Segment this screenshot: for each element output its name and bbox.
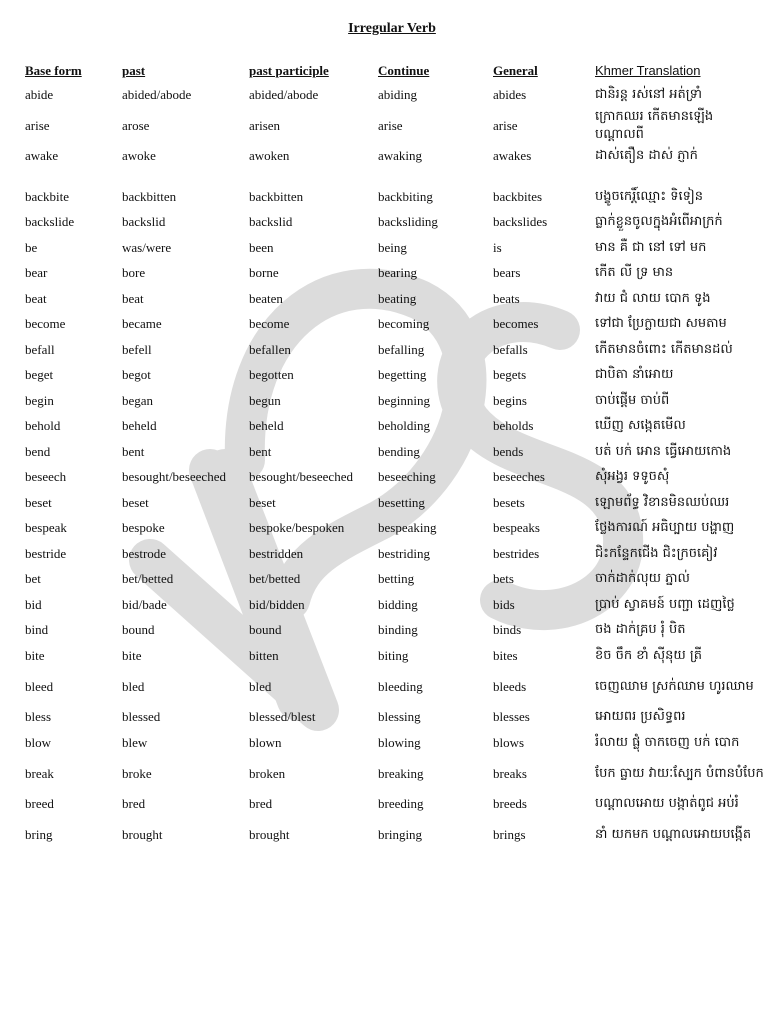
cell-continue: breeding	[378, 796, 424, 812]
cell-continue: backbiting	[378, 188, 433, 204]
cell-base-form: beget	[25, 367, 54, 383]
table-row	[25, 567, 765, 593]
cell-past: bespoke	[122, 520, 165, 536]
cell-khmer-translation: រំលាយ ផ្លុំ ចាកចេញ បក់ បោក	[595, 734, 740, 750]
table-row	[25, 643, 765, 669]
cell-khmer-translation: បណ្ដាលអោយ បង្កាត់ពូជ អប់រំ	[595, 796, 739, 812]
cell-khmer-translation: ខិច ចឹក ខាំ ស៊ីនុយ ត្រី	[595, 647, 703, 663]
cell-khmer-translation: ឃើញ សង្កេតមើល	[595, 418, 686, 434]
table-row	[25, 388, 765, 414]
cell-general: breaks	[493, 765, 527, 781]
table-header-row	[25, 60, 765, 82]
cell-general: breeds	[493, 796, 527, 812]
cell-past: beset	[122, 494, 149, 510]
cell-continue: begetting	[378, 367, 427, 383]
cell-past: arose	[122, 117, 150, 133]
cell-khmer-translation: បត់ បក់ អោន ធ្វើអោយកោង	[595, 443, 732, 459]
cell-past: bred	[122, 796, 146, 812]
cell-continue: blowing	[378, 734, 421, 750]
cell-khmer-translation: មាន គឺ ជា នៅ ទៅ មក	[595, 239, 707, 255]
cell-past-participle: backbitten	[249, 188, 304, 204]
cell-general: bets	[493, 571, 514, 587]
cell-past: beat	[122, 290, 144, 306]
cell-general: brings	[493, 827, 526, 842]
cell-continue: beholding	[378, 418, 430, 434]
table-row	[25, 414, 765, 440]
cell-general: is	[493, 239, 502, 255]
cell-past-participle: abided/abode	[249, 86, 319, 102]
cell-past-participle: begun	[249, 392, 281, 408]
cell-base-form: be	[25, 239, 38, 255]
cell-past: awoke	[122, 148, 156, 164]
table-row	[25, 490, 765, 516]
cell-continue: awaking	[378, 148, 423, 164]
cell-past-participle: bred	[249, 796, 273, 812]
cell-continue: arise	[378, 117, 403, 133]
cell-continue: bearing	[378, 265, 417, 281]
cell-past-participle: blessed/blest	[249, 709, 316, 725]
cell-past: bore	[122, 265, 146, 281]
cell-base-form: bend	[25, 443, 51, 459]
cell-khmer-translation: ចាប់ផ្ដើម ចាប់ពី	[595, 392, 670, 408]
cell-base-form: beseech	[25, 469, 67, 485]
cell-continue: bending	[378, 443, 420, 459]
cell-past: bled	[122, 678, 145, 694]
cell-past: was/were	[122, 239, 172, 255]
cell-base-form: blow	[25, 734, 51, 750]
cell-khmer-translation: អោយពរ ប្រសិទ្ធពរ	[595, 709, 686, 725]
cell-past: bid/bade	[122, 596, 167, 612]
cell-continue: backsliding	[378, 214, 438, 230]
header-past-participle: past participle	[249, 63, 329, 78]
cell-past: bestrode	[122, 545, 167, 561]
cell-continue: biting	[378, 647, 409, 663]
cell-past: backslid	[122, 214, 166, 230]
cell-continue: beginning	[378, 392, 430, 408]
cell-continue: betting	[378, 571, 415, 587]
cell-past: beheld	[122, 418, 157, 434]
cell-khmer-translation: ទៅជា ប្រែក្លាយជា សមតាម	[595, 316, 727, 332]
cell-continue: binding	[378, 622, 418, 638]
cell-khmer-translation: ប្រាប់ ស្វាគមន៍ បញ្ជា ដេញថ្លៃ	[595, 596, 735, 612]
cell-base-form: beset	[25, 494, 52, 510]
cell-base-form: behold	[25, 418, 61, 434]
table-row	[25, 210, 765, 236]
cell-general: bestrides	[493, 545, 540, 561]
table-row	[25, 669, 765, 705]
cell-base-form: bet	[25, 571, 41, 587]
cell-khmer-translation: ចេញឈាម ស្រក់ឈាម ហូរឈាម	[595, 678, 754, 694]
table-row	[25, 184, 765, 210]
cell-past-participle: broken	[249, 765, 286, 781]
cell-khmer-translation: ចាក់ដាក់លុយ ភ្នាល់	[595, 571, 690, 587]
cell-general: begins	[493, 392, 527, 408]
cell-past-participle: befallen	[249, 341, 291, 357]
cell-past: became	[122, 316, 162, 332]
cell-general: bears	[493, 265, 521, 281]
table-row	[25, 516, 765, 542]
cell-past-participle: backslid	[249, 214, 293, 230]
table-row	[25, 730, 765, 756]
cell-continue: bringing	[378, 827, 423, 842]
cell-past: blessed	[122, 709, 161, 725]
cell-base-form: bite	[25, 647, 45, 663]
cell-base-form: backbite	[25, 188, 70, 204]
table-row	[25, 705, 765, 731]
cell-past-participle: bespoke/bespoken	[249, 520, 345, 536]
cell-past: brought	[122, 827, 163, 842]
cell-past-participle: been	[249, 239, 274, 255]
cell-past-participle: bestridden	[249, 545, 304, 561]
cell-khmer-translation: កើតមានចំពោះ កើតមានដល់	[595, 341, 733, 357]
cell-continue: befalling	[378, 341, 425, 357]
table-row	[25, 541, 765, 567]
cell-past: backbitten	[122, 188, 177, 204]
cell-khmer-translation: ថ្លែងការណ៍ អធិប្បាយ បង្ហាញ	[595, 520, 735, 536]
cell-base-form: beat	[25, 290, 47, 306]
cell-general: blows	[493, 734, 525, 750]
cell-khmer-translation: វាយ ជំ លាយ បោក ទូង	[595, 290, 711, 306]
table-row	[25, 592, 765, 618]
cell-continue: abiding	[378, 86, 417, 102]
cell-base-form: breed	[25, 796, 54, 812]
cell-general: backslides	[493, 214, 548, 230]
cell-past-participle: besought/beseeched	[249, 469, 353, 485]
table-row	[25, 817, 765, 853]
spacer-cell	[25, 169, 765, 184]
cell-khmer-translation: នាំ យកមក បណ្ដាលអោយបង្កើត	[595, 827, 752, 842]
cell-past: broke	[122, 765, 152, 781]
cell-khmer-translation: ជិះកន្ទែកជើង ជិះក្រចគៀវ	[595, 545, 718, 561]
group-spacer	[25, 169, 765, 184]
cell-past: befell	[122, 341, 152, 357]
table-row	[25, 792, 765, 818]
cell-past-participle: begotten	[249, 367, 294, 383]
cell-base-form: bespeak	[25, 520, 67, 536]
table-row	[25, 261, 765, 287]
cell-continue: bespeaking	[378, 520, 437, 536]
cell-khmer-translation: ដាស់តឿន ដាស់ ភ្ញាក់	[595, 148, 698, 164]
cell-past-participle: become	[249, 316, 290, 332]
table-row	[25, 756, 765, 792]
cell-base-form: backslide	[25, 214, 75, 230]
table-row	[25, 144, 765, 170]
cell-past: abided/abode	[122, 86, 192, 102]
cell-base-form: bid	[25, 596, 42, 612]
cell-base-form: befall	[25, 341, 55, 357]
header-continue: Continue	[378, 63, 430, 78]
cell-past-participle: bound	[249, 622, 282, 638]
cell-general: bends	[493, 443, 524, 459]
cell-general: blesses	[493, 709, 530, 725]
cell-general: bites	[493, 647, 518, 663]
cell-base-form: bleed	[25, 678, 54, 694]
cell-khmer-translation: ក្រោកឈរ កើតមានឡើង បណ្ដាលពី	[595, 108, 714, 142]
table-row	[25, 618, 765, 644]
cell-base-form: bestride	[25, 545, 67, 561]
cell-past: begot	[122, 367, 151, 383]
cell-past-participle: beset	[249, 494, 276, 510]
cell-general: beseeches	[493, 469, 545, 485]
cell-base-form: arise	[25, 117, 50, 133]
header-general: General	[493, 63, 538, 78]
cell-past-participle: bled	[249, 678, 272, 694]
page-title: Irregular Verb	[348, 21, 436, 36]
cell-past-participle: brought	[249, 827, 290, 842]
cell-general: bleeds	[493, 678, 527, 694]
cell-khmer-translation: សុំអង្វរ ទទូចសុំ	[595, 469, 670, 485]
cell-general: begets	[493, 367, 527, 383]
cell-base-form: begin	[25, 392, 54, 408]
table-row	[25, 363, 765, 389]
cell-khmer-translation: ចង ដាក់គ្រប រុំ បិត	[595, 622, 686, 638]
cell-past-participle: beaten	[249, 290, 283, 306]
cell-general: befalls	[493, 341, 528, 357]
cell-past: bite	[122, 647, 142, 663]
verb-table-body	[25, 82, 765, 853]
cell-past-participle: blown	[249, 734, 282, 750]
cell-continue: beating	[378, 290, 417, 306]
cell-past-participle: borne	[249, 265, 279, 281]
header-base-form: Base form	[25, 63, 82, 78]
cell-general: beats	[493, 290, 520, 306]
cell-khmer-translation: កើត លី ទ្រ មាន	[595, 265, 674, 281]
cell-general: arise	[493, 117, 518, 133]
cell-base-form: bring	[25, 827, 53, 842]
cell-general: awakes	[493, 148, 532, 164]
cell-continue: being	[378, 239, 407, 255]
cell-khmer-translation: ជានិរន្ត រស់នៅ អត់ទ្រាំ	[595, 86, 703, 102]
cell-past: bound	[122, 622, 155, 638]
table-row	[25, 82, 765, 108]
cell-continue: bleeding	[378, 678, 423, 694]
table-row	[25, 312, 765, 338]
cell-general: besets	[493, 494, 525, 510]
cell-continue: breaking	[378, 765, 424, 781]
cell-past-participle: arisen	[249, 117, 281, 133]
table-row	[25, 286, 765, 312]
cell-base-form: bear	[25, 265, 48, 281]
cell-past-participle: beheld	[249, 418, 284, 434]
cell-past-participle: bid/bidden	[249, 596, 305, 612]
cell-base-form: awake	[25, 148, 59, 164]
cell-base-form: break	[25, 765, 54, 781]
cell-khmer-translation: ធ្លាក់ខ្លួនចូលក្នុងអំពើអាក្រក់	[595, 214, 723, 230]
cell-general: abides	[493, 86, 527, 102]
cell-base-form: become	[25, 316, 66, 332]
cell-khmer-translation: ឡោមព័ទ្ធ វិខានមិនឈប់ឈរ	[595, 494, 730, 510]
table-row	[25, 465, 765, 491]
cell-past: blew	[122, 734, 148, 750]
cell-khmer-translation: បង្ខូចកេរ្ដិ៍ឈ្មោះ ទិទៀន	[595, 188, 703, 204]
cell-past: began	[122, 392, 154, 408]
cell-continue: bestriding	[378, 545, 430, 561]
cell-general: becomes	[493, 316, 539, 332]
cell-past: bet/betted	[122, 571, 174, 587]
cell-past-participle: bitten	[249, 647, 279, 663]
cell-past: besought/beseeched	[122, 469, 226, 485]
verb-table	[25, 60, 765, 853]
table-row	[25, 337, 765, 363]
cell-continue: bidding	[378, 596, 418, 612]
cell-continue: becoming	[378, 316, 430, 332]
cell-general: bids	[493, 596, 515, 612]
cell-base-form: abide	[25, 86, 54, 102]
cell-khmer-translation: បែក ធ្លាយ វាយៈស្បែក បំពានបំបែក	[595, 765, 764, 781]
cell-general: beholds	[493, 418, 534, 434]
table-row	[25, 108, 765, 144]
cell-continue: blessing	[378, 709, 421, 725]
cell-past: bent	[122, 443, 145, 459]
cell-past-participle: bent	[249, 443, 272, 459]
cell-general: backbites	[493, 188, 543, 204]
cell-continue: besetting	[378, 494, 425, 510]
cell-past-participle: awoken	[249, 148, 290, 164]
cell-continue: beseeching	[378, 469, 436, 485]
cell-general: bespeaks	[493, 520, 540, 536]
table-row	[25, 235, 765, 261]
cell-general: binds	[493, 622, 522, 638]
cell-khmer-translation: ជាបិតា នាំអោយ	[595, 367, 674, 383]
cell-base-form: bind	[25, 622, 49, 638]
cell-base-form: bless	[25, 709, 51, 725]
cell-past-participle: bet/betted	[249, 571, 301, 587]
header-past: past	[122, 63, 146, 78]
table-row	[25, 439, 765, 465]
header-khmer-translation: Khmer Translation	[595, 63, 701, 78]
